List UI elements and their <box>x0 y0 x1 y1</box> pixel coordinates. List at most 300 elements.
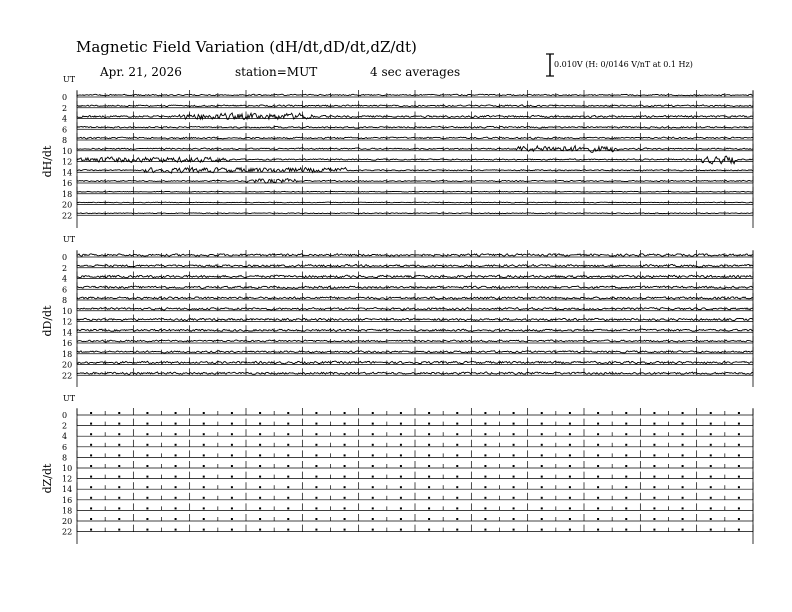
minute-mark <box>541 412 543 414</box>
minute-mark <box>315 497 317 499</box>
minute-mark <box>344 454 346 456</box>
minute-mark <box>400 507 402 509</box>
row-label: 12 <box>62 317 73 327</box>
minute-mark <box>259 444 261 446</box>
minute-mark <box>315 454 317 456</box>
minute-mark <box>315 465 317 467</box>
minute-mark <box>118 507 120 509</box>
minute-mark <box>513 444 515 446</box>
minute-mark <box>569 518 571 520</box>
minute-mark <box>569 423 571 425</box>
minute-mark <box>428 486 430 488</box>
minute-mark <box>146 454 148 456</box>
y-axis-label: dD/dt <box>41 305 54 337</box>
panels <box>41 75 753 544</box>
minute-mark <box>146 507 148 509</box>
row-label: 20 <box>62 360 73 370</box>
row-label: 22 <box>62 211 73 221</box>
minute-mark <box>484 433 486 435</box>
minute-mark <box>541 529 543 531</box>
minute-mark <box>597 507 599 509</box>
y-axis-label: dH/dt <box>41 145 54 178</box>
minute-mark <box>372 454 374 456</box>
minute-mark <box>625 465 627 467</box>
minute-mark <box>344 433 346 435</box>
minute-mark <box>484 423 486 425</box>
minute-mark <box>625 486 627 488</box>
minute-mark <box>372 497 374 499</box>
minute-mark <box>456 507 458 509</box>
minute-mark <box>400 486 402 488</box>
minute-mark <box>513 476 515 478</box>
minute-mark <box>175 529 177 531</box>
row-label: 0 <box>62 411 68 420</box>
minute-mark <box>428 507 430 509</box>
minute-mark <box>231 433 233 435</box>
minute-mark <box>710 444 712 446</box>
minute-mark <box>484 476 486 478</box>
minute-mark <box>428 476 430 478</box>
minute-mark <box>175 444 177 446</box>
minute-mark <box>738 497 740 499</box>
minute-mark <box>653 444 655 446</box>
panel-dzdt <box>41 394 753 544</box>
minute-mark <box>90 507 92 509</box>
minute-mark <box>513 518 515 520</box>
minute-mark <box>231 486 233 488</box>
minute-mark <box>738 465 740 467</box>
minute-mark <box>456 454 458 456</box>
row-label: 22 <box>62 527 73 537</box>
minute-mark <box>90 529 92 531</box>
minute-mark <box>569 444 571 446</box>
minute-mark <box>428 518 430 520</box>
minute-mark <box>428 412 430 414</box>
minute-mark <box>513 486 515 488</box>
minute-mark <box>710 412 712 414</box>
minute-mark <box>400 444 402 446</box>
minute-mark <box>513 454 515 456</box>
minute-mark <box>372 529 374 531</box>
scale-label: 0.010V (H: 0/0146 V/nT at 0.1 Hz) <box>554 60 693 69</box>
minute-mark <box>90 444 92 446</box>
minute-mark <box>90 518 92 520</box>
minute-mark <box>597 412 599 414</box>
minute-mark <box>287 486 289 488</box>
minute-mark <box>484 518 486 520</box>
row-label: 16 <box>62 339 73 348</box>
minute-mark <box>175 476 177 478</box>
minute-mark <box>315 444 317 446</box>
minute-mark <box>175 454 177 456</box>
minute-mark <box>231 497 233 499</box>
minute-mark <box>682 465 684 467</box>
row-label: 14 <box>62 485 73 495</box>
minute-mark <box>653 518 655 520</box>
minute-mark <box>710 465 712 467</box>
minute-mark <box>653 476 655 478</box>
minute-mark <box>541 497 543 499</box>
minute-mark <box>231 529 233 531</box>
minute-mark <box>597 497 599 499</box>
minute-mark <box>569 412 571 414</box>
minute-mark <box>146 476 148 478</box>
row-label: 10 <box>62 464 73 473</box>
minute-mark <box>259 412 261 414</box>
minute-mark <box>203 518 205 520</box>
scale-bar <box>546 54 554 76</box>
minute-mark <box>428 444 430 446</box>
minute-mark <box>259 518 261 520</box>
date-label: Apr. 21, 2026 <box>100 65 182 79</box>
minute-mark <box>259 423 261 425</box>
minute-mark <box>118 423 120 425</box>
minute-mark <box>400 433 402 435</box>
minute-mark <box>541 465 543 467</box>
y-axis-label: dZ/dt <box>41 463 54 494</box>
minute-mark <box>344 465 346 467</box>
minute-mark <box>203 486 205 488</box>
minute-mark <box>541 454 543 456</box>
minute-mark <box>259 529 261 531</box>
row-label: 22 <box>62 371 73 381</box>
minute-mark <box>400 465 402 467</box>
minute-mark <box>456 444 458 446</box>
minute-mark <box>372 423 374 425</box>
minute-mark <box>653 423 655 425</box>
minute-mark <box>653 497 655 499</box>
row-label: 20 <box>62 517 73 526</box>
minute-mark <box>710 486 712 488</box>
minute-mark <box>569 507 571 509</box>
minute-mark <box>400 454 402 456</box>
minute-mark <box>625 497 627 499</box>
row-label: 8 <box>62 453 68 463</box>
minute-mark <box>231 444 233 446</box>
minute-mark <box>90 476 92 478</box>
minute-mark <box>203 454 205 456</box>
minute-mark <box>203 412 205 414</box>
minute-mark <box>428 497 430 499</box>
minute-mark <box>738 507 740 509</box>
minute-mark <box>259 433 261 435</box>
minute-mark <box>287 423 289 425</box>
minute-mark <box>513 412 515 414</box>
minute-mark <box>541 423 543 425</box>
minute-mark <box>287 497 289 499</box>
minute-mark <box>625 529 627 531</box>
minute-mark <box>146 465 148 467</box>
row-label: 0 <box>62 93 68 102</box>
minute-mark <box>344 412 346 414</box>
minute-mark <box>344 444 346 446</box>
minute-mark <box>738 412 740 414</box>
minute-mark <box>625 433 627 435</box>
row-label: 6 <box>62 442 68 452</box>
minute-mark <box>682 444 684 446</box>
minute-mark <box>625 507 627 509</box>
minute-mark <box>118 412 120 414</box>
minute-mark <box>484 486 486 488</box>
ut-axis-label: UT <box>63 235 76 244</box>
row-label: 20 <box>62 200 73 210</box>
minute-mark <box>259 465 261 467</box>
minute-mark <box>484 465 486 467</box>
minute-mark <box>146 423 148 425</box>
minute-mark <box>315 412 317 414</box>
minute-mark <box>710 476 712 478</box>
minute-mark <box>597 454 599 456</box>
minute-mark <box>315 507 317 509</box>
minute-mark <box>372 433 374 435</box>
minute-mark <box>456 497 458 499</box>
trace-line <box>77 213 753 214</box>
minute-mark <box>287 529 289 531</box>
minute-mark <box>175 412 177 414</box>
minute-mark <box>118 465 120 467</box>
minute-mark <box>513 465 515 467</box>
minute-mark <box>372 518 374 520</box>
minute-mark <box>710 507 712 509</box>
minute-mark <box>484 507 486 509</box>
minute-mark <box>738 518 740 520</box>
row-label: 12 <box>62 474 73 484</box>
minute-mark <box>597 476 599 478</box>
row-label: 4 <box>62 432 68 442</box>
row-label: 2 <box>62 103 68 113</box>
minute-mark <box>231 518 233 520</box>
minute-mark <box>118 454 120 456</box>
minute-mark <box>569 476 571 478</box>
minute-mark <box>456 529 458 531</box>
minute-mark <box>541 507 543 509</box>
minute-mark <box>625 454 627 456</box>
minute-mark <box>231 465 233 467</box>
minute-mark <box>203 444 205 446</box>
minute-mark <box>456 476 458 478</box>
minute-mark <box>175 507 177 509</box>
minute-mark <box>203 433 205 435</box>
row-label: 4 <box>62 274 68 284</box>
station-label: station=MUT <box>235 65 318 79</box>
minute-mark <box>90 486 92 488</box>
minute-mark <box>653 465 655 467</box>
minute-mark <box>315 486 317 488</box>
row-label: 8 <box>62 136 68 145</box>
minute-mark <box>400 476 402 478</box>
minute-mark <box>513 507 515 509</box>
minute-mark <box>118 497 120 499</box>
row-label: 10 <box>62 146 73 156</box>
minute-mark <box>90 412 92 414</box>
averaging-label: 4 sec averages <box>370 65 461 79</box>
minute-mark <box>175 518 177 520</box>
minute-mark <box>569 497 571 499</box>
minute-mark <box>259 497 261 499</box>
minute-mark <box>569 465 571 467</box>
minute-mark <box>146 433 148 435</box>
minute-mark <box>456 486 458 488</box>
minute-mark <box>231 476 233 478</box>
minute-mark <box>118 486 120 488</box>
minute-mark <box>400 518 402 520</box>
minute-mark <box>597 423 599 425</box>
minute-mark <box>682 518 684 520</box>
minute-mark <box>738 486 740 488</box>
row-label: 12 <box>62 157 73 167</box>
minute-mark <box>118 444 120 446</box>
row-label: 14 <box>62 328 73 338</box>
row-label: 18 <box>62 189 73 199</box>
row-label: 18 <box>62 349 73 359</box>
minute-mark <box>484 412 486 414</box>
chart-title: Magnetic Field Variation (dH/dt,dD/dt,dZ/dt) <box>76 38 417 56</box>
minute-mark <box>738 454 740 456</box>
minute-mark <box>203 476 205 478</box>
row-label: 16 <box>62 495 73 505</box>
minute-mark <box>710 433 712 435</box>
minute-mark <box>738 444 740 446</box>
minute-mark <box>484 444 486 446</box>
row-label: 0 <box>62 253 68 262</box>
minute-mark <box>513 423 515 425</box>
minute-mark <box>231 507 233 509</box>
minute-mark <box>597 486 599 488</box>
minute-mark <box>287 433 289 435</box>
row-label: 2 <box>62 421 68 431</box>
minute-mark <box>146 529 148 531</box>
minute-mark <box>653 433 655 435</box>
minute-mark <box>315 433 317 435</box>
minute-mark <box>541 486 543 488</box>
minute-mark <box>428 454 430 456</box>
minute-mark <box>259 454 261 456</box>
minute-mark <box>90 497 92 499</box>
minute-mark <box>428 423 430 425</box>
minute-mark <box>625 412 627 414</box>
minute-mark <box>597 529 599 531</box>
minute-mark <box>146 444 148 446</box>
row-label: 4 <box>62 114 68 124</box>
minute-mark <box>456 423 458 425</box>
minute-mark <box>231 412 233 414</box>
minute-mark <box>90 465 92 467</box>
minute-mark <box>710 497 712 499</box>
minute-mark <box>315 518 317 520</box>
minute-mark <box>597 433 599 435</box>
minute-mark <box>484 497 486 499</box>
minute-mark <box>738 529 740 531</box>
minute-mark <box>231 423 233 425</box>
minute-mark <box>682 454 684 456</box>
minute-mark <box>456 433 458 435</box>
minute-mark <box>175 423 177 425</box>
row-label: 2 <box>62 263 68 273</box>
minute-mark <box>344 529 346 531</box>
minute-mark <box>653 507 655 509</box>
minute-mark <box>231 454 233 456</box>
minute-mark <box>118 518 120 520</box>
minute-mark <box>344 497 346 499</box>
row-label: 18 <box>62 506 73 516</box>
minute-mark <box>146 412 148 414</box>
minute-mark <box>175 486 177 488</box>
ut-axis-label: UT <box>63 75 76 84</box>
minute-mark <box>315 529 317 531</box>
minute-mark <box>344 507 346 509</box>
minute-mark <box>541 476 543 478</box>
minute-mark <box>203 423 205 425</box>
ut-axis-label: UT <box>63 394 76 403</box>
minute-mark <box>484 454 486 456</box>
minute-mark <box>90 454 92 456</box>
minute-mark <box>372 507 374 509</box>
minute-mark <box>315 476 317 478</box>
minute-mark <box>259 476 261 478</box>
minute-mark <box>513 529 515 531</box>
minute-mark <box>175 465 177 467</box>
minute-mark <box>682 423 684 425</box>
minute-mark <box>625 423 627 425</box>
minute-mark <box>203 507 205 509</box>
minute-mark <box>259 507 261 509</box>
minute-mark <box>625 476 627 478</box>
minute-mark <box>682 529 684 531</box>
minute-mark <box>344 423 346 425</box>
minute-mark <box>315 423 317 425</box>
minute-mark <box>569 486 571 488</box>
minute-mark <box>484 529 486 531</box>
minute-mark <box>710 423 712 425</box>
minute-mark <box>456 412 458 414</box>
minute-mark <box>118 476 120 478</box>
minute-mark <box>428 433 430 435</box>
minute-mark <box>372 412 374 414</box>
minute-mark <box>710 518 712 520</box>
minute-mark <box>597 465 599 467</box>
minute-mark <box>625 518 627 520</box>
minute-mark <box>541 433 543 435</box>
minute-mark <box>287 518 289 520</box>
minute-mark <box>569 454 571 456</box>
minute-mark <box>428 465 430 467</box>
minute-mark <box>653 529 655 531</box>
minute-mark <box>541 444 543 446</box>
minute-mark <box>682 486 684 488</box>
row-label: 14 <box>62 168 73 178</box>
trace-line <box>77 191 753 192</box>
minute-mark <box>682 476 684 478</box>
minute-mark <box>146 518 148 520</box>
minute-mark <box>372 444 374 446</box>
row-label: 6 <box>62 285 68 295</box>
minute-mark <box>175 497 177 499</box>
minute-mark <box>287 454 289 456</box>
minute-mark <box>259 486 261 488</box>
minute-mark <box>653 454 655 456</box>
minute-mark <box>513 433 515 435</box>
minute-mark <box>738 476 740 478</box>
minute-mark <box>653 486 655 488</box>
minute-mark <box>738 423 740 425</box>
minute-mark <box>400 412 402 414</box>
minute-mark <box>90 423 92 425</box>
minute-mark <box>344 476 346 478</box>
row-label: 6 <box>62 125 68 135</box>
minute-mark <box>203 465 205 467</box>
minute-mark <box>569 433 571 435</box>
minute-mark <box>146 497 148 499</box>
